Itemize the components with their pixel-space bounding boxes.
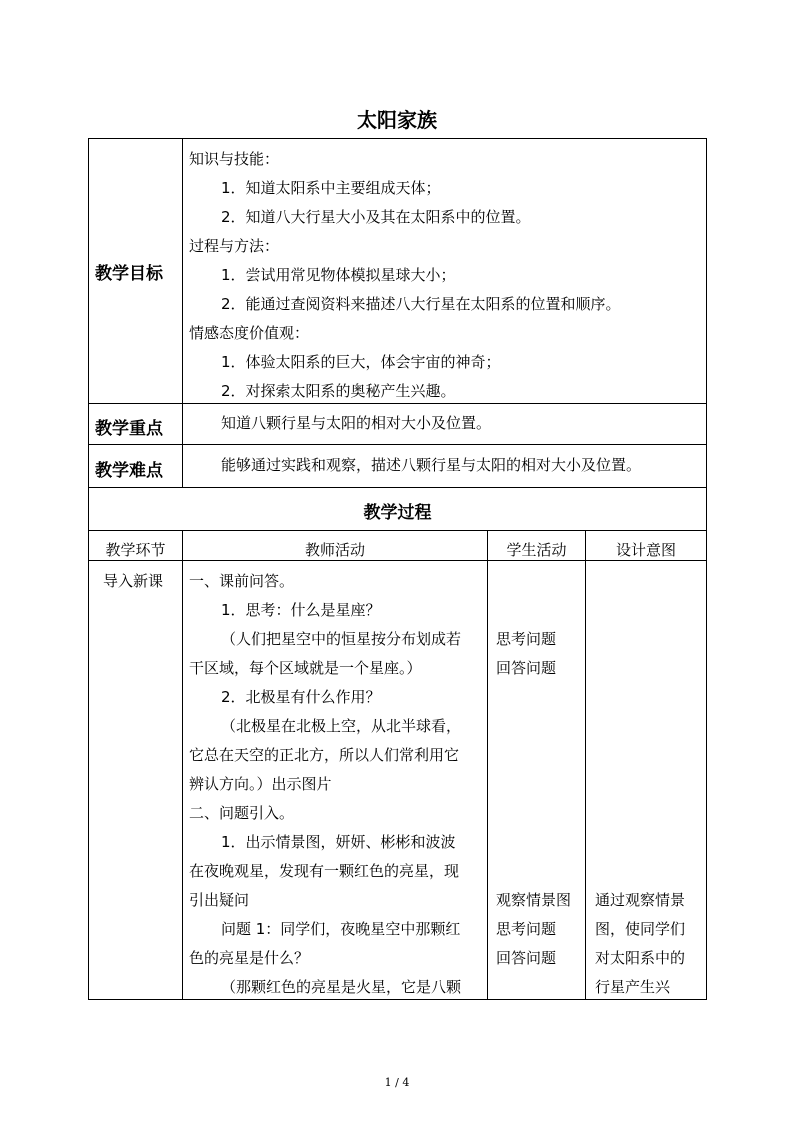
process-title: 教学过程: [363, 503, 432, 523]
intent-line: 图，使同学们: [595, 920, 686, 938]
stage-name: 导入新课: [103, 572, 164, 590]
intent-line: 通过观察情景: [595, 891, 686, 909]
teacher-line: （北极星在北极上空，从北半球看，: [221, 717, 462, 735]
row-divider: [89, 487, 706, 488]
objective-line: 1．尝试用常见物体模拟星球大小；: [221, 266, 456, 284]
teacher-line: 1．思考：什么是星座？: [221, 601, 381, 619]
page-number: 1 / 4: [384, 1076, 410, 1089]
intent-line: 对太阳系中的: [595, 949, 686, 967]
column-divider: [182, 139, 183, 487]
objective-line: 过程与方法：: [189, 237, 280, 255]
teacher-line: 引出疑问: [189, 891, 250, 909]
objective-line: 2．能通过查阅资料来描述八大行星在太阳系的位置和顺序。: [221, 295, 621, 313]
teacher-line: 辨认方向。）出示图片: [189, 775, 332, 793]
teacher-line: 它总在天空的正北方，所以人们常利用它: [189, 746, 460, 764]
teacher-line: 1．出示情景图，妍妍、彬彬和波波: [221, 833, 456, 851]
student-line: 思考问题: [496, 630, 557, 648]
objectives-label: 教学目标: [95, 264, 163, 284]
header-intent: 设计意图: [615, 541, 676, 559]
teacher-line: 在夜晚观星，发现有一颗红色的亮星，现: [189, 862, 460, 880]
column-divider: [182, 530, 183, 999]
student-line: 回答问题: [496, 659, 557, 677]
difficulty-label: 教学难点: [95, 461, 163, 481]
teacher-line: 一、课前问答。: [189, 572, 295, 590]
objective-line: 1．体验太阳系的巨大，体会宇宙的神奇；: [221, 353, 501, 371]
teacher-line: 2．北极星有什么作用？: [221, 688, 381, 706]
difficulty-text: 能够通过实践和观察，描述八颗行星与太阳的相对大小及位置。: [221, 456, 642, 474]
student-line: 思考问题: [496, 920, 557, 938]
column-divider: [487, 530, 488, 999]
header-student: 学生活动: [506, 541, 567, 559]
objective-line: 情感态度价值观：: [189, 324, 310, 342]
objective-line: 知识与技能：: [189, 150, 280, 168]
objective-line: 1．知道太阳系中主要组成天体；: [221, 179, 441, 197]
document-title: 太阳家族: [357, 108, 437, 132]
teacher-line: （人们把星空中的恒星按分布划成若: [221, 630, 462, 648]
key-point-label: 教学重点: [95, 419, 163, 439]
teacher-line: （那颗红色的亮星是火星，它是八颗: [221, 978, 462, 996]
objective-line: 2．知道八大行星大小及其在太阳系中的位置。: [221, 208, 531, 226]
key-point-text: 知道八颗行星与太阳的相对大小及位置。: [221, 414, 492, 432]
lesson-plan-table: [88, 138, 707, 1000]
header-teacher: 教师活动: [304, 541, 365, 559]
teacher-line: 二、问题引入。: [189, 804, 295, 822]
column-divider: [585, 530, 586, 999]
student-line: 观察情景图: [496, 891, 572, 909]
teacher-line: 干区域，每个区域就是一个星座。）: [189, 659, 422, 677]
intent-line: 行星产生兴: [595, 978, 671, 996]
student-line: 回答问题: [496, 949, 557, 967]
objective-line: 2．对探索太阳系的奥秘产生兴趣。: [221, 382, 456, 400]
teacher-line: 问题 1：同学们，夜晚星空中那颗红: [221, 920, 461, 938]
teacher-line: 色的亮星是什么？: [189, 949, 310, 967]
header-stage: 教学环节: [105, 541, 166, 559]
